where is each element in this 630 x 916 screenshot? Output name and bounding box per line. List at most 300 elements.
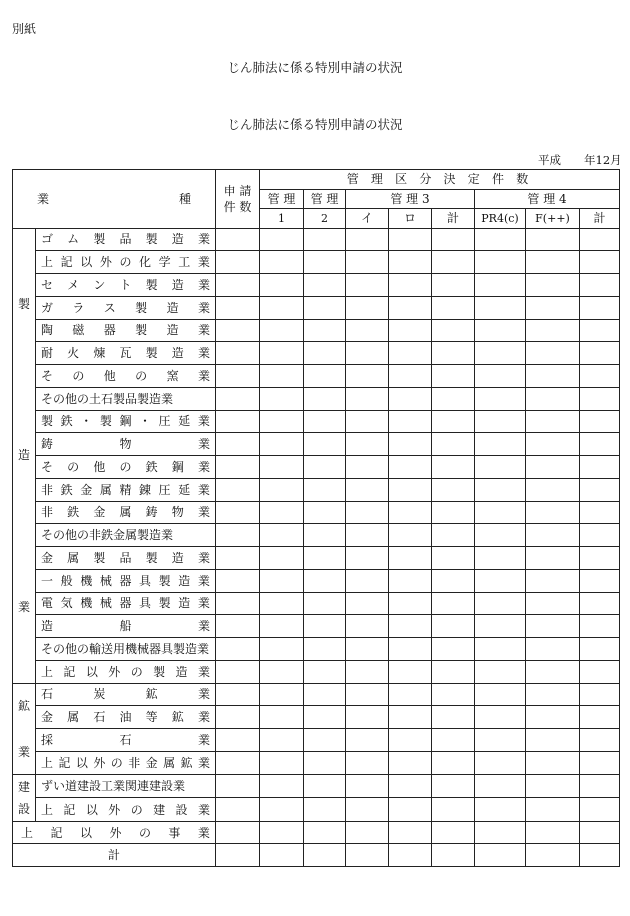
data-cell[interactable] — [526, 410, 580, 433]
table-row — [13, 478, 620, 501]
data-cell[interactable] — [475, 660, 526, 683]
data-cell[interactable] — [346, 501, 389, 524]
table-row — [13, 228, 620, 251]
data-cell[interactable] — [389, 342, 432, 365]
group-label-char: 製 — [17, 297, 30, 312]
data-cell[interactable] — [475, 365, 526, 388]
data-cell[interactable] — [432, 251, 475, 274]
data-cell[interactable] — [475, 251, 526, 274]
other-business-char: の — [138, 825, 151, 840]
data-cell[interactable] — [216, 410, 260, 433]
data-cell[interactable] — [260, 752, 304, 775]
data-cell[interactable] — [304, 798, 346, 821]
data-cell[interactable] — [304, 752, 346, 775]
data-cell[interactable] — [475, 274, 526, 297]
data-cell[interactable] — [580, 706, 620, 729]
data-cell[interactable] — [389, 433, 432, 456]
data-cell[interactable] — [346, 274, 389, 297]
data-cell[interactable] — [216, 319, 260, 342]
industry-name-char: 製 — [93, 232, 106, 247]
data-cell[interactable] — [475, 478, 526, 501]
data-cell[interactable] — [389, 296, 432, 319]
industry-name-char: 以 — [85, 802, 98, 817]
data-cell[interactable] — [346, 410, 389, 433]
data-cell[interactable] — [475, 456, 526, 479]
data-cell[interactable] — [260, 274, 304, 297]
applications-header-line2: 件 数 — [223, 199, 252, 214]
data-cell[interactable] — [475, 706, 526, 729]
data-cell[interactable] — [432, 478, 475, 501]
data-cell[interactable] — [216, 296, 260, 319]
data-cell[interactable] — [526, 501, 580, 524]
data-cell[interactable] — [260, 615, 304, 638]
industry-name-char: 石 — [93, 710, 106, 725]
industry-name-char: 以 — [85, 664, 98, 679]
data-cell[interactable] — [346, 683, 389, 706]
data-cell[interactable] — [260, 410, 304, 433]
data-cell[interactable] — [260, 342, 304, 365]
data-cell[interactable] — [304, 365, 346, 388]
data-cell[interactable] — [526, 478, 580, 501]
data-cell[interactable] — [475, 433, 526, 456]
table-row-other-business — [13, 821, 620, 844]
data-cell[interactable] — [432, 569, 475, 592]
data-cell[interactable] — [432, 729, 475, 752]
data-cell[interactable] — [475, 592, 526, 615]
data-cell[interactable] — [389, 729, 432, 752]
data-cell[interactable] — [432, 342, 475, 365]
data-cell[interactable] — [260, 775, 304, 798]
data-cell[interactable] — [475, 821, 526, 844]
data-cell[interactable] — [580, 615, 620, 638]
data-cell[interactable] — [580, 274, 620, 297]
data-cell[interactable] — [580, 319, 620, 342]
data-cell[interactable] — [526, 683, 580, 706]
industry-name-char: 精 — [119, 482, 132, 497]
data-cell[interactable] — [580, 433, 620, 456]
data-cell[interactable] — [580, 501, 620, 524]
data-cell[interactable] — [346, 547, 389, 570]
data-cell[interactable] — [475, 547, 526, 570]
data-cell[interactable] — [432, 228, 475, 251]
data-cell[interactable] — [216, 844, 260, 867]
data-cell[interactable] — [304, 615, 346, 638]
industry-name-char: 造 — [178, 596, 191, 611]
data-cell[interactable] — [475, 844, 526, 867]
industry-name-char: 物 — [119, 437, 132, 452]
data-cell[interactable] — [260, 844, 304, 867]
data-cell[interactable] — [346, 798, 389, 821]
data-cell[interactable] — [260, 638, 304, 661]
data-cell[interactable] — [304, 410, 346, 433]
data-cell[interactable] — [475, 228, 526, 251]
data-cell[interactable] — [580, 251, 620, 274]
data-cell[interactable] — [216, 615, 260, 638]
industry-name-char: 業 — [197, 414, 210, 429]
data-cell[interactable] — [526, 228, 580, 251]
industry-name-char: 属 — [99, 482, 112, 497]
data-cell[interactable] — [432, 547, 475, 570]
data-cell[interactable] — [526, 798, 580, 821]
data-cell[interactable] — [304, 319, 346, 342]
data-cell[interactable] — [580, 456, 620, 479]
data-cell[interactable] — [475, 410, 526, 433]
data-cell[interactable] — [475, 569, 526, 592]
data-cell[interactable] — [304, 478, 346, 501]
data-cell[interactable] — [389, 274, 432, 297]
data-cell[interactable] — [526, 569, 580, 592]
data-cell[interactable] — [526, 821, 580, 844]
data-cell[interactable] — [260, 478, 304, 501]
data-cell[interactable] — [475, 296, 526, 319]
data-cell[interactable] — [260, 228, 304, 251]
data-cell[interactable] — [389, 410, 432, 433]
industry-name-char: 錬 — [139, 482, 152, 497]
data-cell[interactable] — [526, 342, 580, 365]
table-row — [13, 274, 620, 297]
data-cell[interactable] — [216, 547, 260, 570]
data-cell[interactable] — [216, 456, 260, 479]
data-cell[interactable] — [346, 821, 389, 844]
data-cell[interactable] — [580, 821, 620, 844]
data-cell[interactable] — [304, 274, 346, 297]
data-cell[interactable] — [432, 660, 475, 683]
data-cell[interactable] — [389, 524, 432, 547]
data-cell[interactable] — [389, 752, 432, 775]
data-cell[interactable] — [475, 798, 526, 821]
data-cell[interactable] — [304, 524, 346, 547]
data-cell[interactable] — [432, 410, 475, 433]
data-cell[interactable] — [346, 251, 389, 274]
data-cell[interactable] — [580, 683, 620, 706]
data-cell[interactable] — [432, 524, 475, 547]
data-cell[interactable] — [389, 569, 432, 592]
data-cell[interactable] — [580, 660, 620, 683]
data-cell[interactable] — [389, 456, 432, 479]
data-cell[interactable] — [260, 433, 304, 456]
data-cell[interactable] — [432, 319, 475, 342]
data-cell[interactable] — [475, 775, 526, 798]
industry-name — [36, 780, 215, 792]
industry-header-a: 業 — [37, 191, 50, 206]
data-cell[interactable] — [580, 524, 620, 547]
data-cell[interactable] — [432, 501, 475, 524]
data-cell[interactable] — [580, 478, 620, 501]
data-cell[interactable] — [346, 592, 389, 615]
data-cell[interactable] — [389, 365, 432, 388]
table-row — [13, 365, 620, 388]
data-cell[interactable] — [304, 638, 346, 661]
data-cell[interactable] — [216, 569, 260, 592]
data-cell[interactable] — [475, 729, 526, 752]
industry-name-char: 煉 — [93, 346, 106, 361]
data-cell[interactable] — [526, 274, 580, 297]
data-cell[interactable] — [526, 365, 580, 388]
data-cell[interactable] — [475, 387, 526, 410]
data-cell[interactable] — [475, 615, 526, 638]
data-cell[interactable] — [580, 592, 620, 615]
other-business-char: 外 — [109, 825, 122, 840]
data-cell[interactable] — [304, 775, 346, 798]
data-cell[interactable] — [389, 592, 432, 615]
industry-name-char: 非 — [128, 756, 141, 771]
industry-name-cell — [36, 660, 216, 683]
data-cell[interactable] — [304, 592, 346, 615]
data-cell[interactable] — [580, 365, 620, 388]
data-cell[interactable] — [475, 524, 526, 547]
data-cell[interactable] — [216, 251, 260, 274]
industry-name — [36, 324, 215, 336]
data-cell[interactable] — [304, 569, 346, 592]
applications-header-line1: 申 請 — [223, 183, 252, 198]
data-cell[interactable] — [580, 296, 620, 319]
data-cell[interactable] — [304, 342, 346, 365]
data-cell[interactable] — [260, 683, 304, 706]
data-cell[interactable] — [432, 752, 475, 775]
data-cell[interactable] — [526, 456, 580, 479]
data-cell[interactable] — [304, 683, 346, 706]
industry-name — [36, 279, 215, 291]
data-cell[interactable] — [580, 342, 620, 365]
industry-name-char: 製 — [93, 550, 106, 565]
data-cell[interactable] — [346, 638, 389, 661]
data-cell[interactable] — [432, 775, 475, 798]
applications-header — [216, 170, 260, 229]
data-cell[interactable] — [526, 775, 580, 798]
data-cell[interactable] — [304, 729, 346, 752]
data-cell[interactable] — [216, 501, 260, 524]
data-cell[interactable] — [304, 456, 346, 479]
data-cell[interactable] — [304, 547, 346, 570]
data-cell[interactable] — [346, 729, 389, 752]
data-cell[interactable] — [389, 706, 432, 729]
data-cell[interactable] — [526, 844, 580, 867]
data-cell[interactable] — [346, 228, 389, 251]
table-row — [13, 592, 620, 615]
data-cell[interactable] — [475, 752, 526, 775]
data-cell[interactable] — [260, 706, 304, 729]
data-cell[interactable] — [580, 569, 620, 592]
data-cell[interactable] — [346, 660, 389, 683]
data-cell[interactable] — [580, 752, 620, 775]
data-cell[interactable] — [260, 660, 304, 683]
data-cell[interactable] — [346, 615, 389, 638]
data-cell[interactable] — [432, 592, 475, 615]
data-cell[interactable] — [526, 615, 580, 638]
data-cell[interactable] — [432, 456, 475, 479]
data-cell[interactable] — [580, 547, 620, 570]
data-cell[interactable] — [432, 274, 475, 297]
data-cell[interactable] — [260, 501, 304, 524]
data-cell[interactable] — [260, 569, 304, 592]
data-cell[interactable] — [216, 524, 260, 547]
data-cell[interactable] — [260, 456, 304, 479]
industry-name-char: 電 — [41, 596, 54, 611]
data-cell[interactable] — [346, 569, 389, 592]
data-cell[interactable] — [216, 365, 260, 388]
data-cell[interactable] — [389, 478, 432, 501]
data-cell[interactable] — [216, 592, 260, 615]
industry-name-char: そ — [41, 459, 54, 474]
data-cell[interactable] — [432, 296, 475, 319]
data-cell[interactable] — [526, 660, 580, 683]
data-cell[interactable] — [346, 319, 389, 342]
data-cell[interactable] — [389, 501, 432, 524]
industry-name-cell — [36, 387, 216, 410]
data-cell[interactable] — [432, 706, 475, 729]
data-cell[interactable] — [304, 433, 346, 456]
data-cell[interactable] — [216, 228, 260, 251]
data-cell[interactable] — [580, 729, 620, 752]
data-cell[interactable] — [260, 365, 304, 388]
data-cell[interactable] — [389, 821, 432, 844]
data-cell[interactable] — [432, 798, 475, 821]
data-cell[interactable] — [346, 844, 389, 867]
industry-name — [36, 643, 215, 655]
data-cell[interactable] — [346, 478, 389, 501]
data-cell[interactable] — [580, 638, 620, 661]
data-cell[interactable] — [432, 638, 475, 661]
data-cell[interactable] — [580, 228, 620, 251]
data-cell[interactable] — [216, 798, 260, 821]
data-cell[interactable] — [346, 387, 389, 410]
data-cell[interactable] — [216, 342, 260, 365]
data-cell[interactable] — [216, 274, 260, 297]
table-row — [13, 433, 620, 456]
data-cell[interactable] — [432, 387, 475, 410]
data-cell[interactable] — [526, 547, 580, 570]
industry-name-cell — [36, 547, 216, 570]
data-cell[interactable] — [304, 844, 346, 867]
data-cell[interactable] — [260, 592, 304, 615]
data-cell[interactable] — [432, 821, 475, 844]
data-cell[interactable] — [526, 387, 580, 410]
data-cell[interactable] — [304, 296, 346, 319]
data-cell[interactable] — [216, 775, 260, 798]
industry-name — [36, 393, 215, 405]
data-cell[interactable] — [260, 387, 304, 410]
data-cell[interactable] — [216, 752, 260, 775]
industry-name-char: 金 — [41, 710, 54, 725]
data-cell[interactable] — [526, 638, 580, 661]
data-cell[interactable] — [580, 387, 620, 410]
data-cell[interactable] — [580, 844, 620, 867]
industry-name-char: ラ — [72, 300, 85, 315]
data-cell[interactable] — [526, 752, 580, 775]
data-cell[interactable] — [389, 387, 432, 410]
industry-name-char: 品 — [119, 550, 132, 565]
data-cell[interactable] — [389, 547, 432, 570]
data-cell[interactable] — [304, 660, 346, 683]
data-cell[interactable] — [389, 319, 432, 342]
data-cell[interactable] — [389, 251, 432, 274]
data-cell[interactable] — [260, 547, 304, 570]
data-cell[interactable] — [526, 433, 580, 456]
data-cell[interactable] — [475, 342, 526, 365]
data-cell[interactable] — [216, 478, 260, 501]
data-cell[interactable] — [389, 660, 432, 683]
data-cell[interactable] — [526, 251, 580, 274]
data-cell[interactable] — [432, 433, 475, 456]
data-cell[interactable] — [216, 433, 260, 456]
data-cell[interactable] — [389, 638, 432, 661]
data-cell[interactable] — [216, 729, 260, 752]
data-cell[interactable] — [346, 524, 389, 547]
data-cell[interactable] — [216, 706, 260, 729]
data-cell[interactable] — [216, 638, 260, 661]
data-cell[interactable] — [346, 752, 389, 775]
data-cell[interactable] — [346, 365, 389, 388]
data-cell[interactable] — [389, 844, 432, 867]
data-cell[interactable] — [389, 775, 432, 798]
data-cell[interactable] — [260, 524, 304, 547]
kanri3-sub-total: 計 — [432, 209, 475, 229]
data-cell[interactable] — [304, 821, 346, 844]
total-label-cell — [13, 844, 216, 867]
data-cell[interactable] — [580, 798, 620, 821]
data-cell[interactable] — [216, 387, 260, 410]
data-cell[interactable] — [475, 638, 526, 661]
industry-name-char: 上 — [41, 756, 54, 771]
data-cell[interactable] — [526, 592, 580, 615]
data-cell[interactable] — [346, 456, 389, 479]
data-cell[interactable] — [389, 798, 432, 821]
data-cell[interactable] — [346, 706, 389, 729]
data-cell[interactable] — [304, 501, 346, 524]
data-cell[interactable] — [432, 683, 475, 706]
data-cell[interactable] — [580, 410, 620, 433]
data-cell[interactable] — [260, 798, 304, 821]
data-cell[interactable] — [389, 228, 432, 251]
industry-name-cell — [36, 342, 216, 365]
data-cell[interactable] — [216, 660, 260, 683]
industry-name-char: 製 — [135, 323, 148, 338]
data-cell[interactable] — [304, 387, 346, 410]
data-cell[interactable] — [475, 319, 526, 342]
industry-name-char: 造 — [166, 323, 179, 338]
data-cell[interactable] — [304, 251, 346, 274]
data-cell[interactable] — [260, 319, 304, 342]
data-cell[interactable] — [526, 524, 580, 547]
data-cell[interactable] — [432, 615, 475, 638]
data-cell[interactable] — [304, 228, 346, 251]
data-cell[interactable] — [389, 683, 432, 706]
data-cell[interactable] — [346, 775, 389, 798]
data-cell[interactable] — [475, 683, 526, 706]
data-cell[interactable] — [389, 615, 432, 638]
data-cell[interactable] — [260, 821, 304, 844]
industry-name — [36, 711, 215, 723]
data-cell[interactable] — [526, 729, 580, 752]
data-cell[interactable] — [260, 251, 304, 274]
data-cell[interactable] — [526, 296, 580, 319]
data-cell[interactable] — [216, 683, 260, 706]
data-cell[interactable] — [526, 706, 580, 729]
data-cell[interactable] — [432, 365, 475, 388]
data-cell[interactable] — [260, 296, 304, 319]
industry-name-char: 金 — [93, 505, 106, 520]
data-cell[interactable] — [526, 319, 580, 342]
data-cell[interactable] — [346, 433, 389, 456]
data-cell[interactable] — [216, 821, 260, 844]
data-cell[interactable] — [475, 501, 526, 524]
data-cell[interactable] — [260, 729, 304, 752]
data-cell[interactable] — [346, 296, 389, 319]
data-cell[interactable] — [580, 775, 620, 798]
data-cell[interactable] — [346, 342, 389, 365]
data-cell[interactable] — [304, 706, 346, 729]
data-cell[interactable] — [432, 844, 475, 867]
